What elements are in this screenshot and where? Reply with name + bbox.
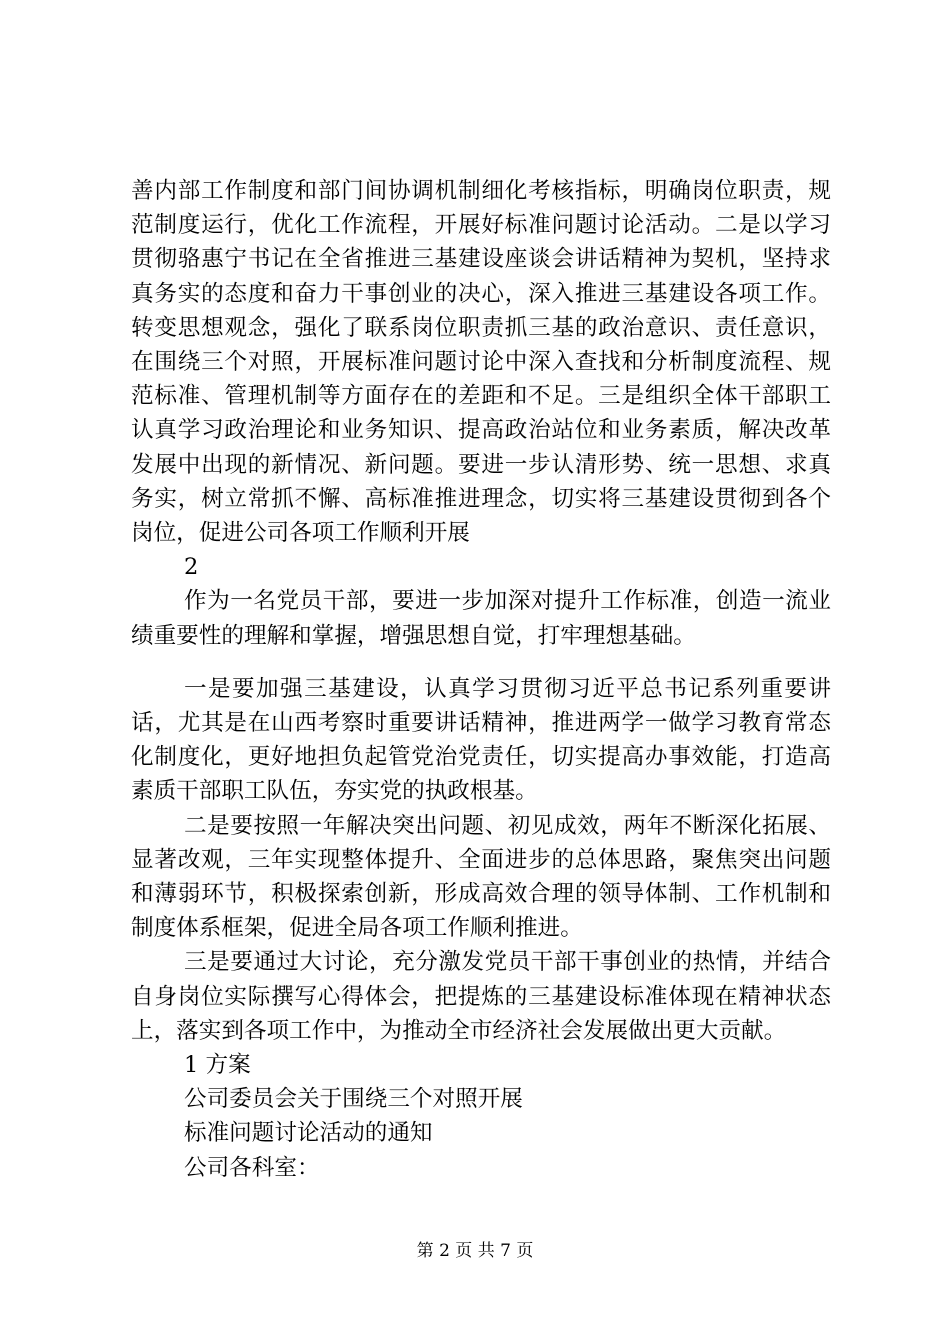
paragraph-gap — [131, 653, 831, 672]
notice-recipient: 公司各科室： — [184, 1154, 320, 1181]
paragraph-point-two: 二是要按照一年解决突出问题、初见成效，两年不断深化拓展、显著改观，三年实现整体提升、全面进步的总体思路，聚焦突出问题和薄弱环节，积极探索创新，形成高效合理的领导体制、工作机制和制度体系框架，促进全局各项工作顺利推进。 — [131, 812, 831, 942]
notice-title-line-one: 公司委员会关于围绕三个对照开展 — [184, 1086, 523, 1113]
paragraph-continuation: 善内部工作制度和部门间协调机制细化考核指标，明确岗位职责，规范制度运行，优化工作流程，开展好标准问题讨论活动。二是以学习贯彻骆惠宁书记在全省推进三基建设座谈会讲话精神为契机，坚持求真务实的态度和奋力干事创业的决心，深入推进三基建设各项工作。转变思想观念，强化了联系岗位职责抓三基的政治意识、责任意识，在围绕三个对照，开展标准问题讨论中深入查找和分析制度流程、规范标准、管理机制等方面存在的差距和不足。三是组织全体干部职工认真学习政治理论和业务知识、提高政治站位和业务素质，解决改革发展中出现的新情况、新问题。要进一步认清形势、统一思想、求真务实，树立常抓不懈、高标准推进理念，切实将三基建设贯彻到各个岗位，促进公司各项工作顺利开展 — [131, 178, 831, 547]
paragraph-point-one: 一是要加强三基建设，认真学习贯彻习近平总书记系列重要讲话，尤其是在山西考察时重要讲话精神，推进两学一做学习教育常态化制度化，更好地担负起管党治党责任，切实提高办事效能，打造高素质干部职工队伍，夯实党的执政根基。 — [131, 675, 831, 805]
section-number: 2 — [184, 554, 199, 581]
paragraph-point-three: 三是要通过大讨论，充分激发党员干部干事创业的热情，并结合自身岗位实际撰写心得体会，把提炼的三基建设标准体现在精神状态上，落实到各项工作中，为推动全市经济社会发展做出更大贡献。 — [131, 949, 831, 1044]
notice-title-line-two: 标准问题讨论活动的通知 — [184, 1120, 433, 1147]
document-body — [131, 174, 831, 1185]
page-footer: 第 2 页 共 7 页 — [416, 1241, 534, 1261]
paragraph-intro: 作为一名党员干部，要进一步加深对提升工作标准，创造一流业绩重要性的理解和掌握，增强思想自觉，打牢理想基础。 — [131, 588, 831, 649]
section-heading: 1 方案 — [184, 1052, 251, 1079]
